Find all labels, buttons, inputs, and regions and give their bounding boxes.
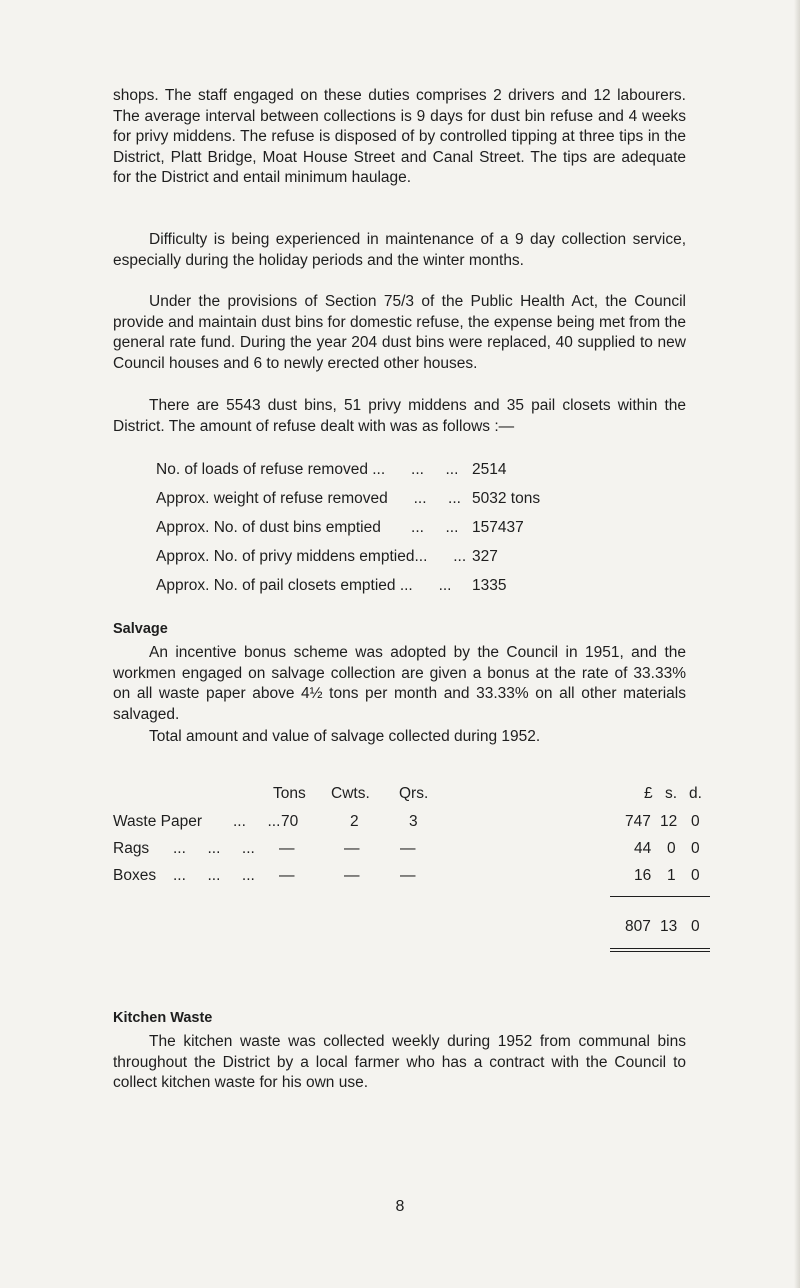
table-cell-qrs: — [400,867,416,884]
table-cell-cwts: — [344,840,360,857]
table-row-dots: ... ... [233,813,281,830]
paragraph-salvage-total: Total amount and value of salvage collected during 1952. [149,728,541,745]
page-number: 8 [395,1198,405,1215]
paragraph-salvage-bonus: An incentive bonus scheme was adopted by the Council in 1951, and the workmen engaged on salvage collection are given a bonus at the rate of 33.33% on all waste paper above 4½ tons per month and 33.33% on all other materials salvaged. [113,644,686,723]
table-cell-tons: — [279,867,295,884]
list-item [156,461,716,490]
paragraph-difficulty: Difficulty is being experienced in maintenance of a 9 day collection service, especially during the holiday periods and the winter months. [113,231,686,269]
refuse-list [156,461,716,606]
page-edge-shadow [794,0,800,1288]
table-cell-shillings: 1 [667,867,676,884]
table-cell-tons: — [279,840,295,857]
table-row-dots: ... ... ... [173,867,255,884]
list-item [156,577,716,606]
table-cell-pence: 0 [691,813,700,830]
column-header-cwts: Cwts. [331,785,370,802]
list-item-label: Approx. No. of pail closets emptied ... ... [156,577,452,594]
column-header-pence: d. [689,785,702,802]
list-item [156,548,716,577]
paragraph-refuse-totals: There are 5543 dust bins, 51 privy middens and 35 pail closets within the District. The amount of refuse dealt with was as follows :— [113,397,686,435]
table-cell-shillings: 0 [667,840,676,857]
table-cell-pence: 0 [691,840,700,857]
paragraph-kitchen-waste: The kitchen waste was collected weekly during 1952 from communal bins throughout the District by a local farmer who has a contract with the Council to collect kitchen waste for his own use. [113,1033,686,1091]
table-cell-cwts: — [344,867,360,884]
table-row-item: Boxes [113,867,157,884]
list-item-value: 5032 tons [472,490,541,507]
list-item [156,519,716,548]
paragraph-dust-bins: Under the provisions of Section 75/3 of the Public Health Act, the Council provide and maintain dust bins for domestic refuse, the expense being met from the general rate fund. During the year 204 dust bins were replaced, 40 supplied to new Council houses and 6 to newly erected other houses. [113,293,686,372]
salvage-heading: Salvage [113,621,168,637]
total-double-rule-top [610,948,710,949]
table-cell-cwts: 2 [350,813,359,830]
list-item-label: No. of loads of refuse removed ... ... ... [156,461,459,478]
table-row-dots: ... ... ... [173,840,255,857]
list-item-value: 1335 [472,577,507,594]
table-cell-qrs: 3 [409,813,418,830]
total-shillings: 13 [660,918,678,935]
column-header-qrs: Qrs. [399,785,429,802]
list-item-value: 2514 [472,461,507,478]
column-header-shillings: s. [665,785,678,802]
list-item-label: Approx. No. of privy middens emptied... ... [156,548,467,565]
table-cell-qrs: — [400,840,416,857]
column-header-pounds: £ [644,785,653,802]
kitchen-waste-heading: Kitchen Waste [113,1010,213,1026]
table-cell-pounds: 44 [634,840,652,857]
list-item-value: 327 [472,548,498,565]
table-cell-pounds: 16 [634,867,652,884]
table-row-item: Rags [113,840,150,857]
table-cell-shillings: 12 [660,813,678,830]
column-header-tons: Tons [273,785,306,802]
paragraph-staff: shops. The staff engaged on these duties comprises 2 drivers and 12 labourers. The average interval between collections is 9 days for dust bin refuse and 4 weeks for privy middens. The refuse is disposed of by controlled tipping at three tips in the District, Platt Bridge, Moat House Street and Canal Street. The tips are adequate for the District and entail minimum haulage. [113,87,686,186]
table-cell-tons: 70 [281,813,299,830]
list-item-label: Approx. weight of refuse removed ... ... [156,490,461,507]
table-cell-pounds: 747 [625,813,651,830]
table-row-item: Waste Paper [113,813,203,830]
list-item [156,490,716,519]
subtotal-rule [610,896,710,897]
total-pence: 0 [691,918,700,935]
total-pounds: 807 [625,918,651,935]
list-item-value: 157437 [472,519,524,536]
table-cell-pence: 0 [691,867,700,884]
list-item-label: Approx. No. of dust bins emptied ... ... [156,519,459,536]
total-double-rule-bottom [610,951,710,952]
